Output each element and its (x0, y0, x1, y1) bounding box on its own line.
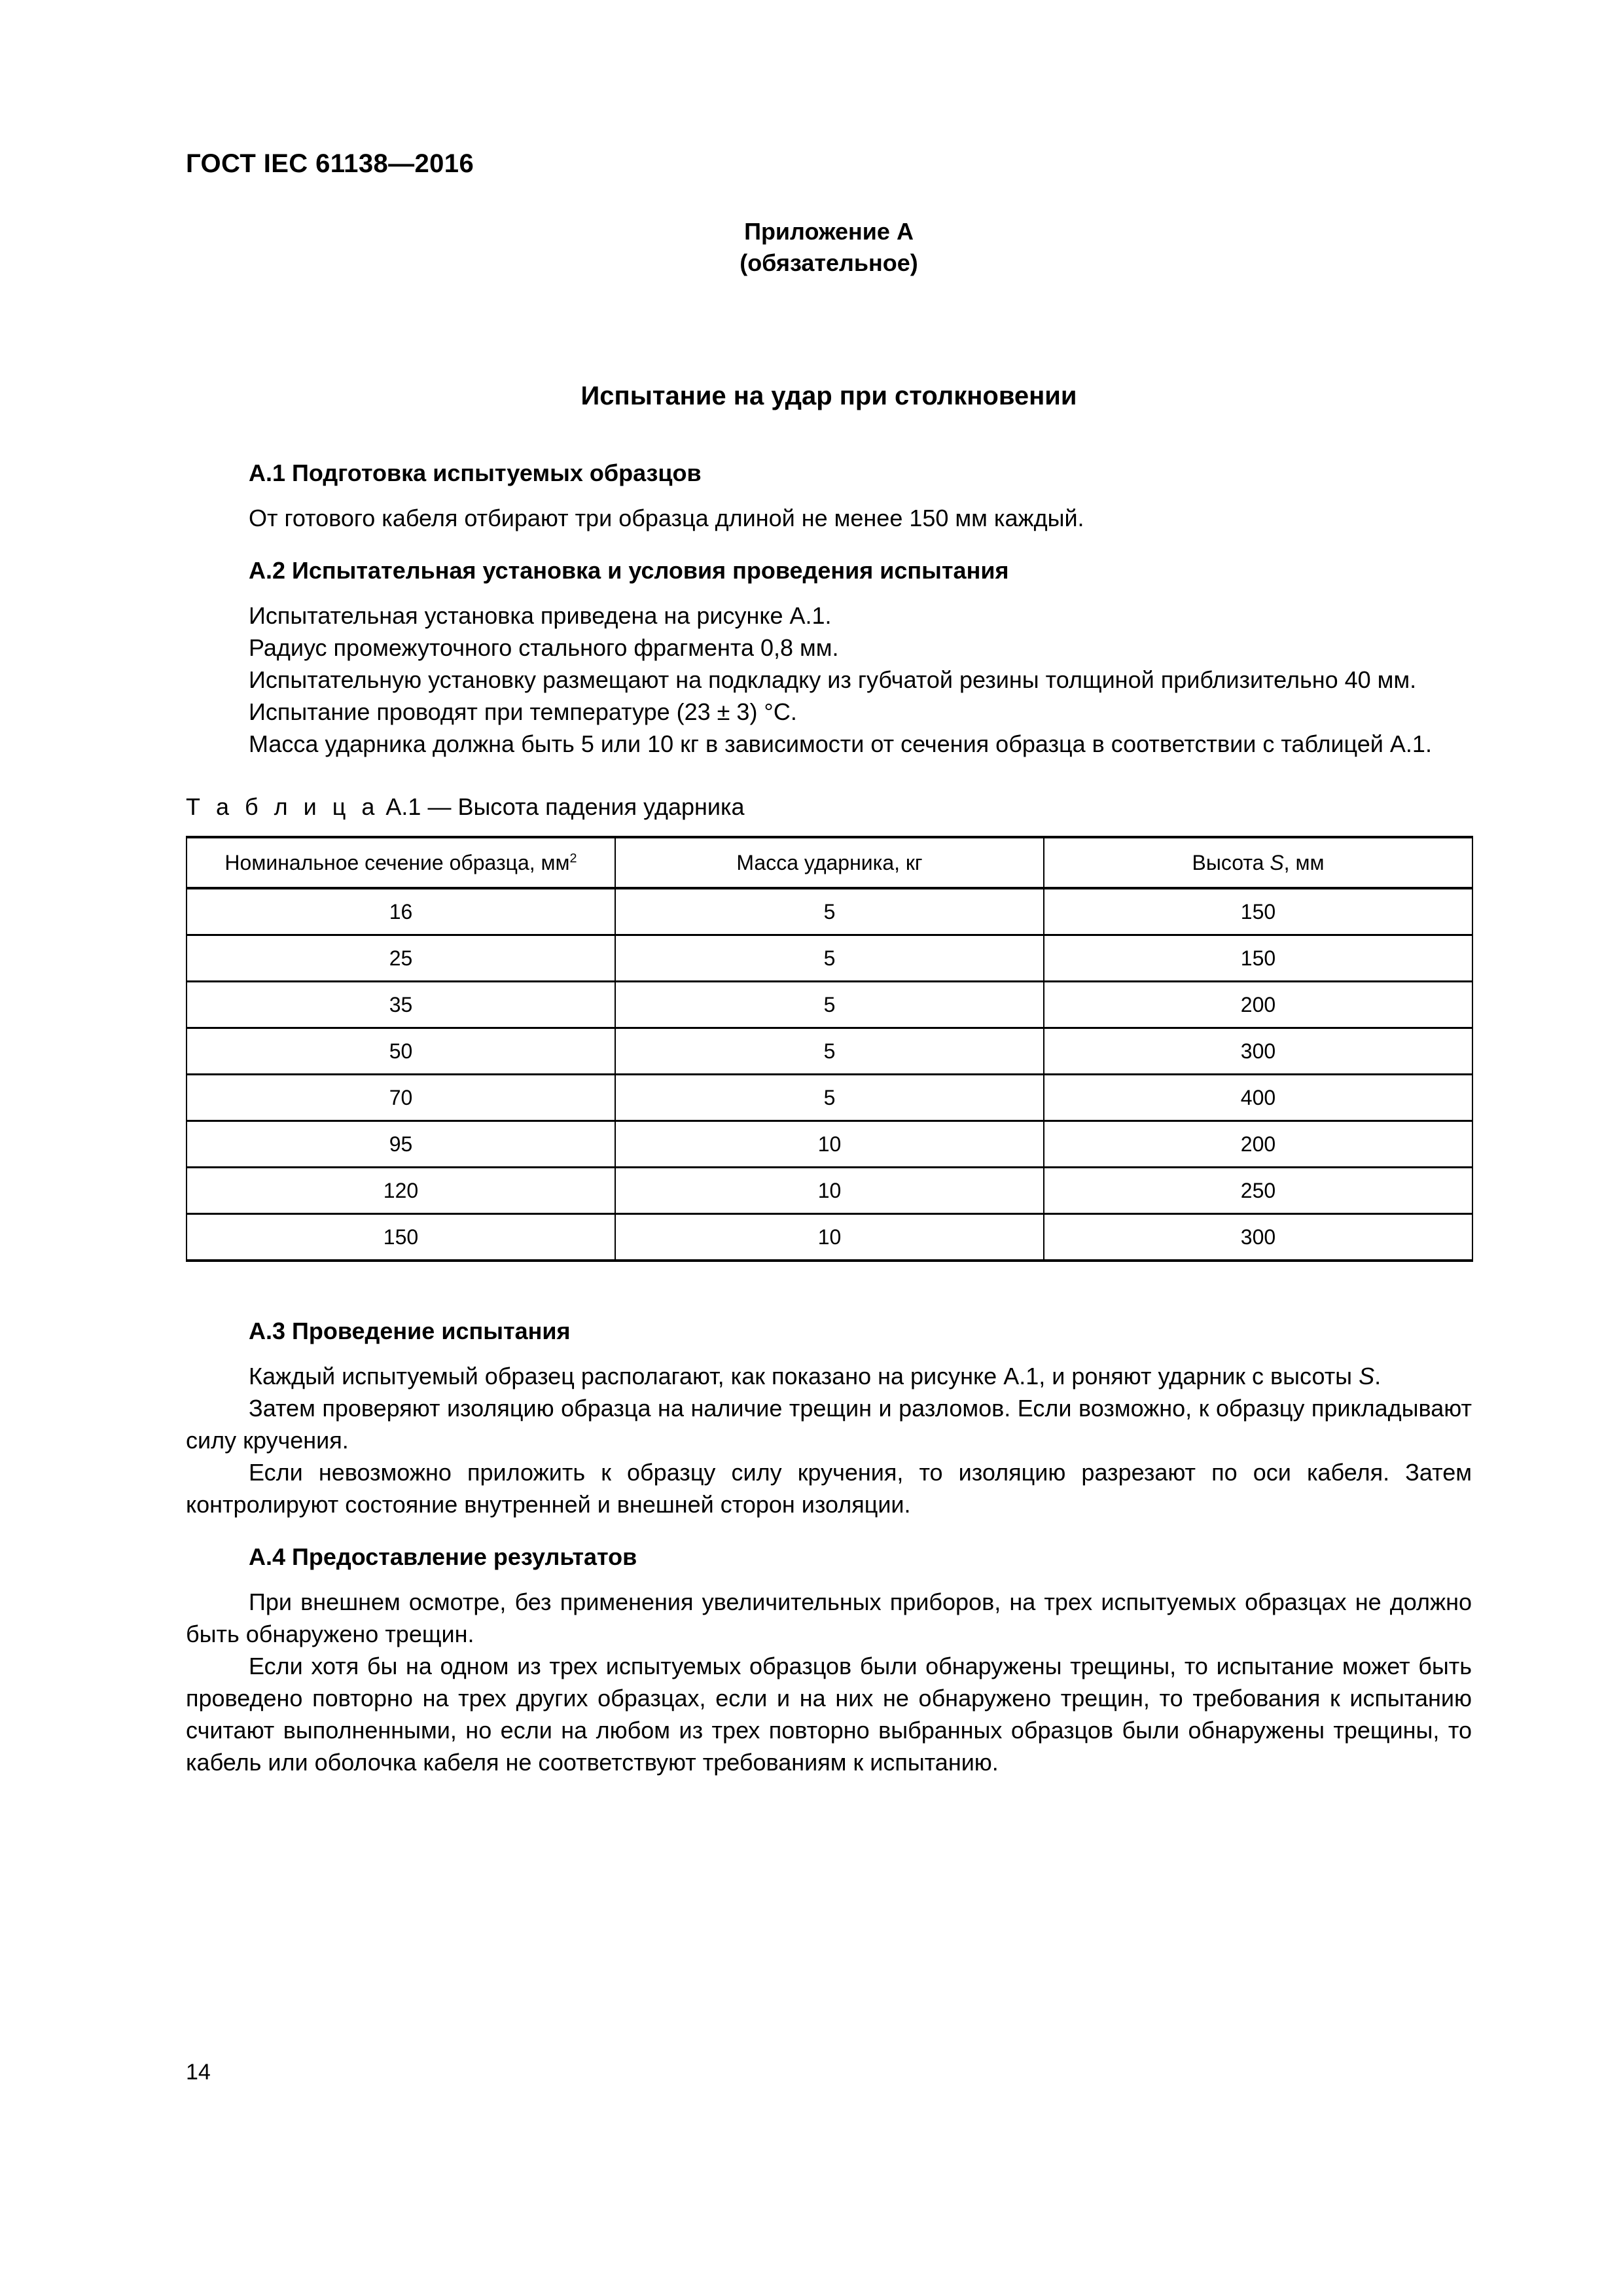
spacer (186, 1262, 1472, 1295)
section-a3-paragraph-1-before: Каждый испытуемый образец располагают, как показано на рисунке А.1, и роняют ударник с высоты (249, 1363, 1359, 1390)
cell-height: 250 (1044, 1168, 1472, 1214)
spacer (186, 821, 1472, 836)
table-caption-text: Высота падения ударника (457, 793, 745, 820)
cell-mass: 5 (615, 888, 1044, 935)
section-a4-paragraph-2: Если хотя бы на одном из трех испытуемых образцов были обнаружены трещины, то испытание может быть проведено повторно на трех других образцах, если и на них не обнаружено трещин, то требования к испытанию считают выполненными, но если на любом из трех повторно выбранных образцов были обнаружены трещины, то кабель или оболочка кабеля не соответствуют требованиям к испытанию. (186, 1653, 1472, 1776)
cell-height: 200 (1044, 1121, 1472, 1168)
cell-height: 150 (1044, 935, 1472, 982)
section-a4-heading: А.4 Предоставление результатов (249, 1543, 637, 1570)
table-header-height (1044, 837, 1472, 888)
spacer (186, 1295, 1472, 1317)
section-a2-line-5: Масса ударника должна быть 5 или 10 кг в зависимости от сечения образца в соответствии с таблицей А.1. (249, 730, 1432, 757)
cell-mass: 5 (615, 935, 1044, 982)
page-number: 14 (186, 2060, 211, 2085)
cell-mass: 10 (615, 1168, 1044, 1214)
section-a3-paragraph-1-after: . (1374, 1363, 1382, 1390)
table-row (187, 1028, 1472, 1075)
cell-mass: 10 (615, 1121, 1044, 1168)
table-header-height-symbol: S (1270, 850, 1284, 874)
cell-height: 300 (1044, 1214, 1472, 1261)
table-row (187, 982, 1472, 1028)
section-a3-height-symbol: S (1359, 1363, 1375, 1390)
section-a2-line-3: Испытательную установку размещают на подкладку из губчатой резины толщиной приблизительно 40 мм. (249, 666, 1417, 693)
table-row (187, 935, 1472, 982)
cell-section: 150 (187, 1214, 615, 1261)
spacer (186, 444, 1472, 459)
page-content (186, 216, 1472, 1778)
table-header-section-superscript: 2 (569, 850, 577, 865)
table-row (187, 1214, 1472, 1261)
cell-height: 150 (1044, 888, 1472, 935)
table-caption-label: Т а б л и ц а (186, 793, 380, 820)
annex-subtitle: (обязательное) (740, 249, 918, 276)
cell-mass: 10 (615, 1214, 1044, 1261)
annex-heading: Испытание на удар при столкновении (580, 382, 1077, 410)
cell-section: 50 (187, 1028, 615, 1075)
table-caption (186, 793, 1472, 821)
document-header: ГОСТ IEC 61138—2016 (186, 149, 474, 178)
cell-mass: 5 (615, 1075, 1044, 1121)
cell-section: 25 (187, 935, 615, 982)
section-a3-paragraph-3: Если невозможно приложить к образцу силу кручения, то изоляцию разрезают по оси кабеля. Затем контролируют состояние внутренней и внешней сторон изоляции. (186, 1459, 1472, 1518)
table-header-row (187, 837, 1472, 888)
annex-title-block (186, 216, 1472, 279)
cell-height: 200 (1044, 982, 1472, 1028)
table-body (187, 888, 1472, 1261)
cell-section: 70 (187, 1075, 615, 1121)
spacer (186, 1571, 1472, 1586)
spacer (186, 585, 1472, 600)
spacer (186, 534, 1472, 556)
cell-mass: 5 (615, 1028, 1044, 1075)
cell-section: 95 (187, 1121, 615, 1168)
section-a2-line-1: Испытательная установка приведена на рисунке А.1. (249, 602, 832, 629)
table-header-height-suffix: , мм (1283, 850, 1325, 874)
cell-height: 300 (1044, 1028, 1472, 1075)
section-a2-heading: А.2 Испытательная установка и условия проведения испытания (249, 557, 1009, 584)
table-header-mass: Масса ударника, кг (615, 837, 1044, 888)
table-caption-dash: — (427, 793, 452, 820)
cell-section: 120 (187, 1168, 615, 1214)
spacer (186, 412, 1472, 444)
section-a1-paragraph: От готового кабеля отбирают три образца длиной не менее 150 мм каждый. (249, 505, 1084, 531)
impactor-drop-height-table (186, 836, 1473, 1262)
cell-height: 400 (1044, 1075, 1472, 1121)
section-a3-paragraph-2: Затем проверяют изоляцию образца на наличие трещин и разломов. Если возможно, к образцу прикладывают силу кручения. (186, 1395, 1472, 1454)
table-header-section-text: Номинальное сечение образца, мм (224, 850, 570, 874)
spacer (186, 1346, 1472, 1360)
table-row (187, 888, 1472, 935)
table-header-section (187, 837, 615, 888)
table-row (187, 1121, 1472, 1168)
table-header-height-prefix: Высота (1192, 850, 1270, 874)
table-row (187, 1075, 1472, 1121)
section-a2-line-4: Испытание проводят при температуре (23 ± 3) °С. (249, 698, 797, 725)
section-a3-paragraph-1 (186, 1360, 1472, 1392)
spacer (186, 1520, 1472, 1543)
table-row (187, 1168, 1472, 1214)
spacer (186, 760, 1472, 793)
table-head (187, 837, 1472, 888)
spacer (186, 488, 1472, 502)
cell-section: 16 (187, 888, 615, 935)
section-a2-line-2: Радиус промежуточного стального фрагмента 0,8 мм. (249, 634, 839, 661)
table-caption-number: А.1 (385, 793, 421, 820)
cell-mass: 5 (615, 982, 1044, 1028)
annex-title: Приложение А (744, 218, 914, 245)
section-a1-heading: А.1 Подготовка испытуемых образцов (249, 459, 702, 486)
cell-section: 35 (187, 982, 615, 1028)
section-a4-paragraph-1: При внешнем осмотре, без применения увеличительных приборов, на трех испытуемых образцах не должно быть обнаружено трещин. (186, 1588, 1472, 1647)
section-a3-heading: А.3 Проведение испытания (249, 1318, 571, 1344)
